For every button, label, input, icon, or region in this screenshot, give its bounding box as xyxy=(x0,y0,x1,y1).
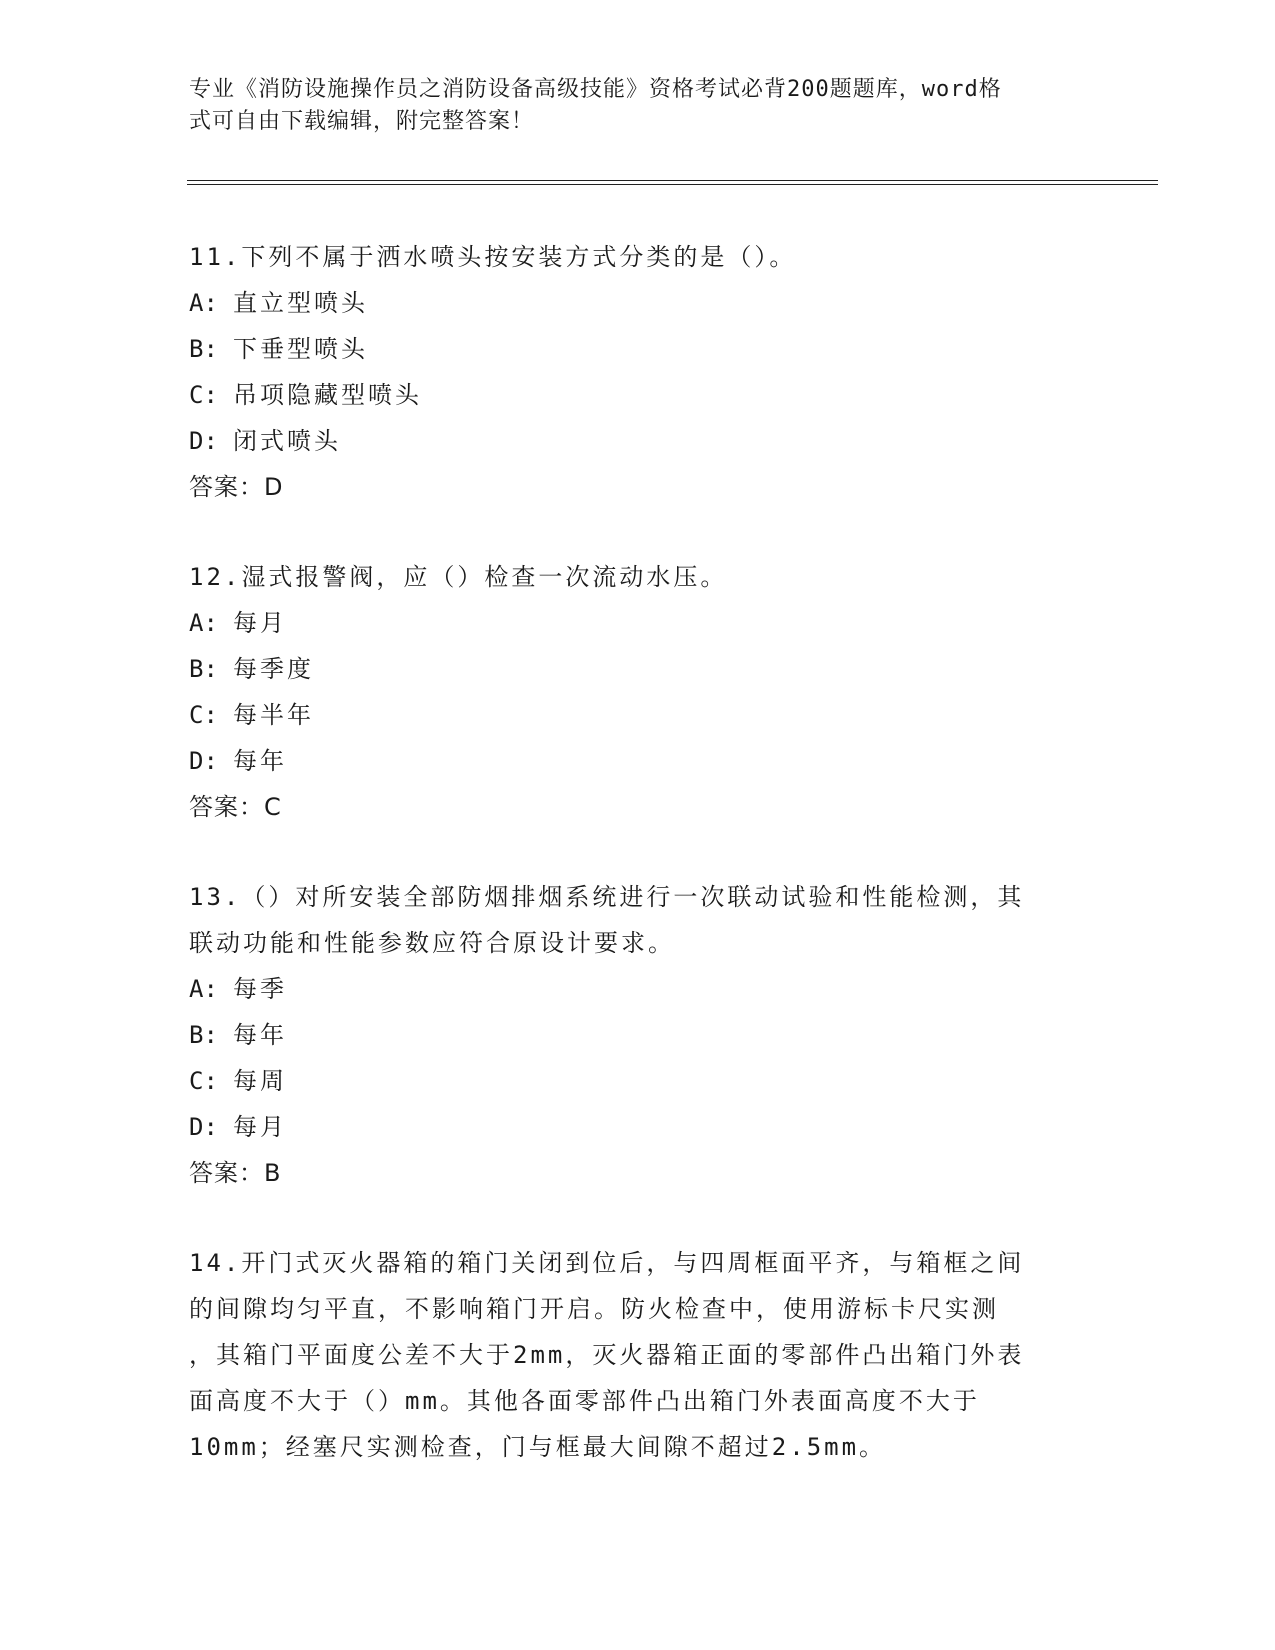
question-14 xyxy=(189,1240,1089,1470)
answer-line: 答案：C xyxy=(189,793,282,821)
option-text: 每月 xyxy=(233,1113,287,1141)
option-label: B: xyxy=(189,335,218,363)
option-text: 每季度 xyxy=(233,655,314,683)
question-stem: 14.开门式灭火器箱的箱门关闭到位后，与四周框面平齐，与箱框之间 xyxy=(189,1249,1025,1277)
question-11 xyxy=(189,234,1089,510)
question-stem: 11.下列不属于洒水喷头按安装方式分类的是（）。 xyxy=(189,243,797,271)
option-c xyxy=(189,692,1089,738)
option-text: 每月 xyxy=(233,609,287,637)
option-label: D: xyxy=(189,427,218,455)
option-text: 直立型喷头 xyxy=(233,289,368,317)
option-b xyxy=(189,1012,1089,1058)
option-text: 每周 xyxy=(233,1067,287,1095)
option-label: C: xyxy=(189,701,218,729)
question-stem-continued: 联动功能和性能参数应符合原设计要求。 xyxy=(189,929,675,957)
option-b xyxy=(189,646,1089,692)
option-label: A: xyxy=(189,975,218,1003)
option-text: 下垂型喷头 xyxy=(233,335,368,363)
option-text: 每季 xyxy=(233,975,287,1003)
option-text: 每年 xyxy=(233,1021,287,1049)
option-label: D: xyxy=(189,1113,218,1141)
option-label: C: xyxy=(189,1067,218,1095)
option-a xyxy=(189,966,1089,1012)
option-label: D: xyxy=(189,747,218,775)
intro-line-1: 专业《消防设施操作员之消防设备高级技能》资格考试必背200题题库，word格 xyxy=(189,77,1002,102)
option-b xyxy=(189,326,1089,372)
option-d xyxy=(189,738,1089,784)
question-stem-continued: 的间隙均匀平直，不影响箱门开启。防火检查中，使用游标卡尺实测 xyxy=(189,1295,999,1323)
option-c xyxy=(189,1058,1089,1104)
option-text: 吊项隐藏型喷头 xyxy=(233,381,422,409)
option-a xyxy=(189,600,1089,646)
option-d xyxy=(189,418,1089,464)
header-divider-bottom xyxy=(187,184,1158,185)
option-label: C: xyxy=(189,381,218,409)
question-stem: 13.（）对所安装全部防烟排烟系统进行一次联动试验和性能检测，其 xyxy=(189,883,1025,911)
question-stem: 12.湿式报警阀，应（）检查一次流动水压。 xyxy=(189,563,728,591)
option-label: A: xyxy=(189,289,218,317)
answer-line: 答案：B xyxy=(189,1159,282,1187)
option-label: B: xyxy=(189,1021,218,1049)
option-c xyxy=(189,372,1089,418)
intro-line-2: 式可自由下载编辑，附完整答案！ xyxy=(189,109,535,134)
option-text: 闭式喷头 xyxy=(233,427,341,455)
option-a xyxy=(189,280,1089,326)
option-text: 每半年 xyxy=(233,701,314,729)
header-divider-top xyxy=(187,180,1158,181)
question-stem-continued: 面高度不大于（）mm。其他各面零部件凸出箱门外表面高度不大于 xyxy=(189,1387,980,1415)
question-stem-continued: 10mm；经塞尺实测检查，门与框最大间隙不超过2.5mm。 xyxy=(189,1433,887,1461)
question-12 xyxy=(189,554,1089,830)
option-d xyxy=(189,1104,1089,1150)
question-13 xyxy=(189,874,1089,1196)
option-label: A: xyxy=(189,609,218,637)
question-stem-continued: ，其箱门平面度公差不大于2mm，灭火器箱正面的零部件凸出箱门外表 xyxy=(189,1341,1025,1369)
option-label: B: xyxy=(189,655,218,683)
document-intro xyxy=(189,74,1069,138)
option-text: 每年 xyxy=(233,747,287,775)
answer-line: 答案：D xyxy=(189,473,284,501)
